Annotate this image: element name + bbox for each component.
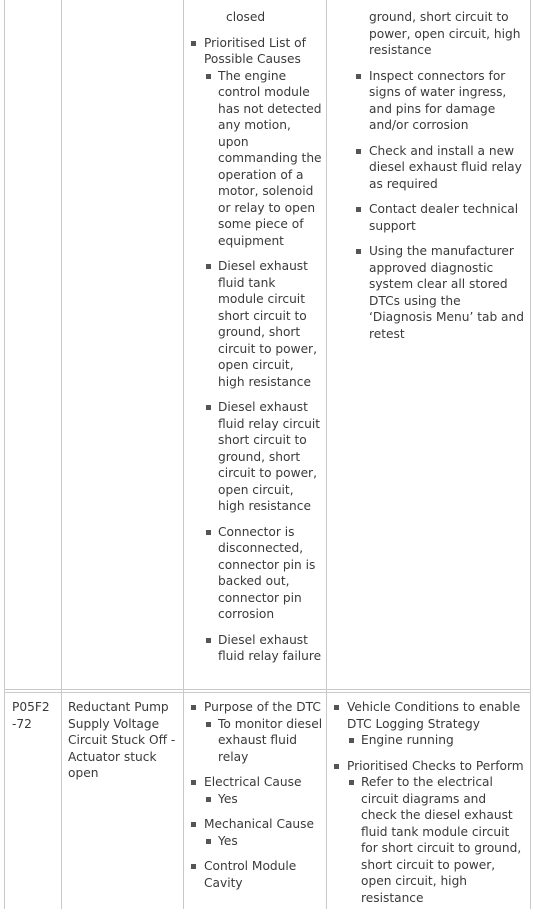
list-heading: Prioritised Checks to Perform xyxy=(347,758,524,773)
sub-item: Refer to the electrical circuit diagrams and check the diesel exhaust fluid tank module circuit for short circuit to ground, short circuit to power, open circuit, high resistance xyxy=(347,774,524,906)
check-item: Inspect connectors for signs of water ingress, and pins for damage and/or corrosion xyxy=(354,68,524,134)
top-col4-cell xyxy=(354,9,524,351)
table-border-right xyxy=(530,0,531,909)
list-heading: Electrical Cause xyxy=(204,775,302,789)
list-item xyxy=(189,858,323,891)
row-col3-cell xyxy=(189,699,323,900)
check-item: Contact dealer technical support xyxy=(354,201,524,234)
cause-item: Diesel exhaust fluid tank module circuit short circuit to ground, short circuit to power, open circuit, high resistance xyxy=(204,258,323,390)
list-item xyxy=(189,774,323,807)
sub-item: Engine running xyxy=(347,732,524,749)
list-item xyxy=(189,35,323,665)
list-heading: Prioritised List of Possible Causes xyxy=(204,35,306,66)
list-item xyxy=(189,699,323,765)
continuation-text: ground, short circuit to power, open circuit, high resistance xyxy=(369,10,521,57)
cause-item: Connector is disconnected, connector pin is backed out, connector pin corrosion xyxy=(204,524,323,623)
cause-item: Diesel exhaust fluid relay circuit short circuit to ground, short circuit to power, open circuit, high resistance xyxy=(204,399,323,515)
cause-item: Diesel exhaust fluid relay failure xyxy=(204,632,323,665)
table-border-left xyxy=(4,0,5,909)
list-heading: Purpose of the DTC xyxy=(204,700,321,714)
list-heading: Mechanical Cause xyxy=(204,817,314,831)
row-divider xyxy=(4,692,531,693)
sub-item: To monitor diesel exhaust fluid relay xyxy=(204,716,323,766)
table-border xyxy=(61,0,62,909)
list-heading: Vehicle Conditions to enable DTC Logging Strategy xyxy=(347,700,521,731)
check-item: Using the manufacturer approved diagnostic system clear all stored DTCs using the ‘Diagnosis Menu’ tab and retest xyxy=(354,243,524,342)
list-item xyxy=(332,699,524,749)
continuation-text: closed xyxy=(226,10,266,24)
list-heading: Control Module Cavity xyxy=(204,859,297,890)
table-border xyxy=(183,0,184,909)
list-item xyxy=(189,816,323,849)
row-divider xyxy=(4,689,531,690)
dtc-code: P05F2-72 xyxy=(12,700,50,731)
top-col3-cell xyxy=(189,9,323,674)
sub-item: Yes xyxy=(204,791,323,808)
sub-item: Yes xyxy=(204,833,323,850)
table-border xyxy=(326,0,327,909)
row-col4-cell xyxy=(332,699,524,915)
cause-item: The engine control module has not detected any motion, upon commanding the operation of a motor, solenoid or relay to open some piece of equipment xyxy=(204,68,323,250)
check-item: Check and install a new diesel exhaust fluid relay as required xyxy=(354,143,524,193)
dtc-description: Reductant Pump Supply Voltage Circuit Stuck Off - Actuator stuck open xyxy=(68,700,176,780)
list-item xyxy=(332,758,524,907)
